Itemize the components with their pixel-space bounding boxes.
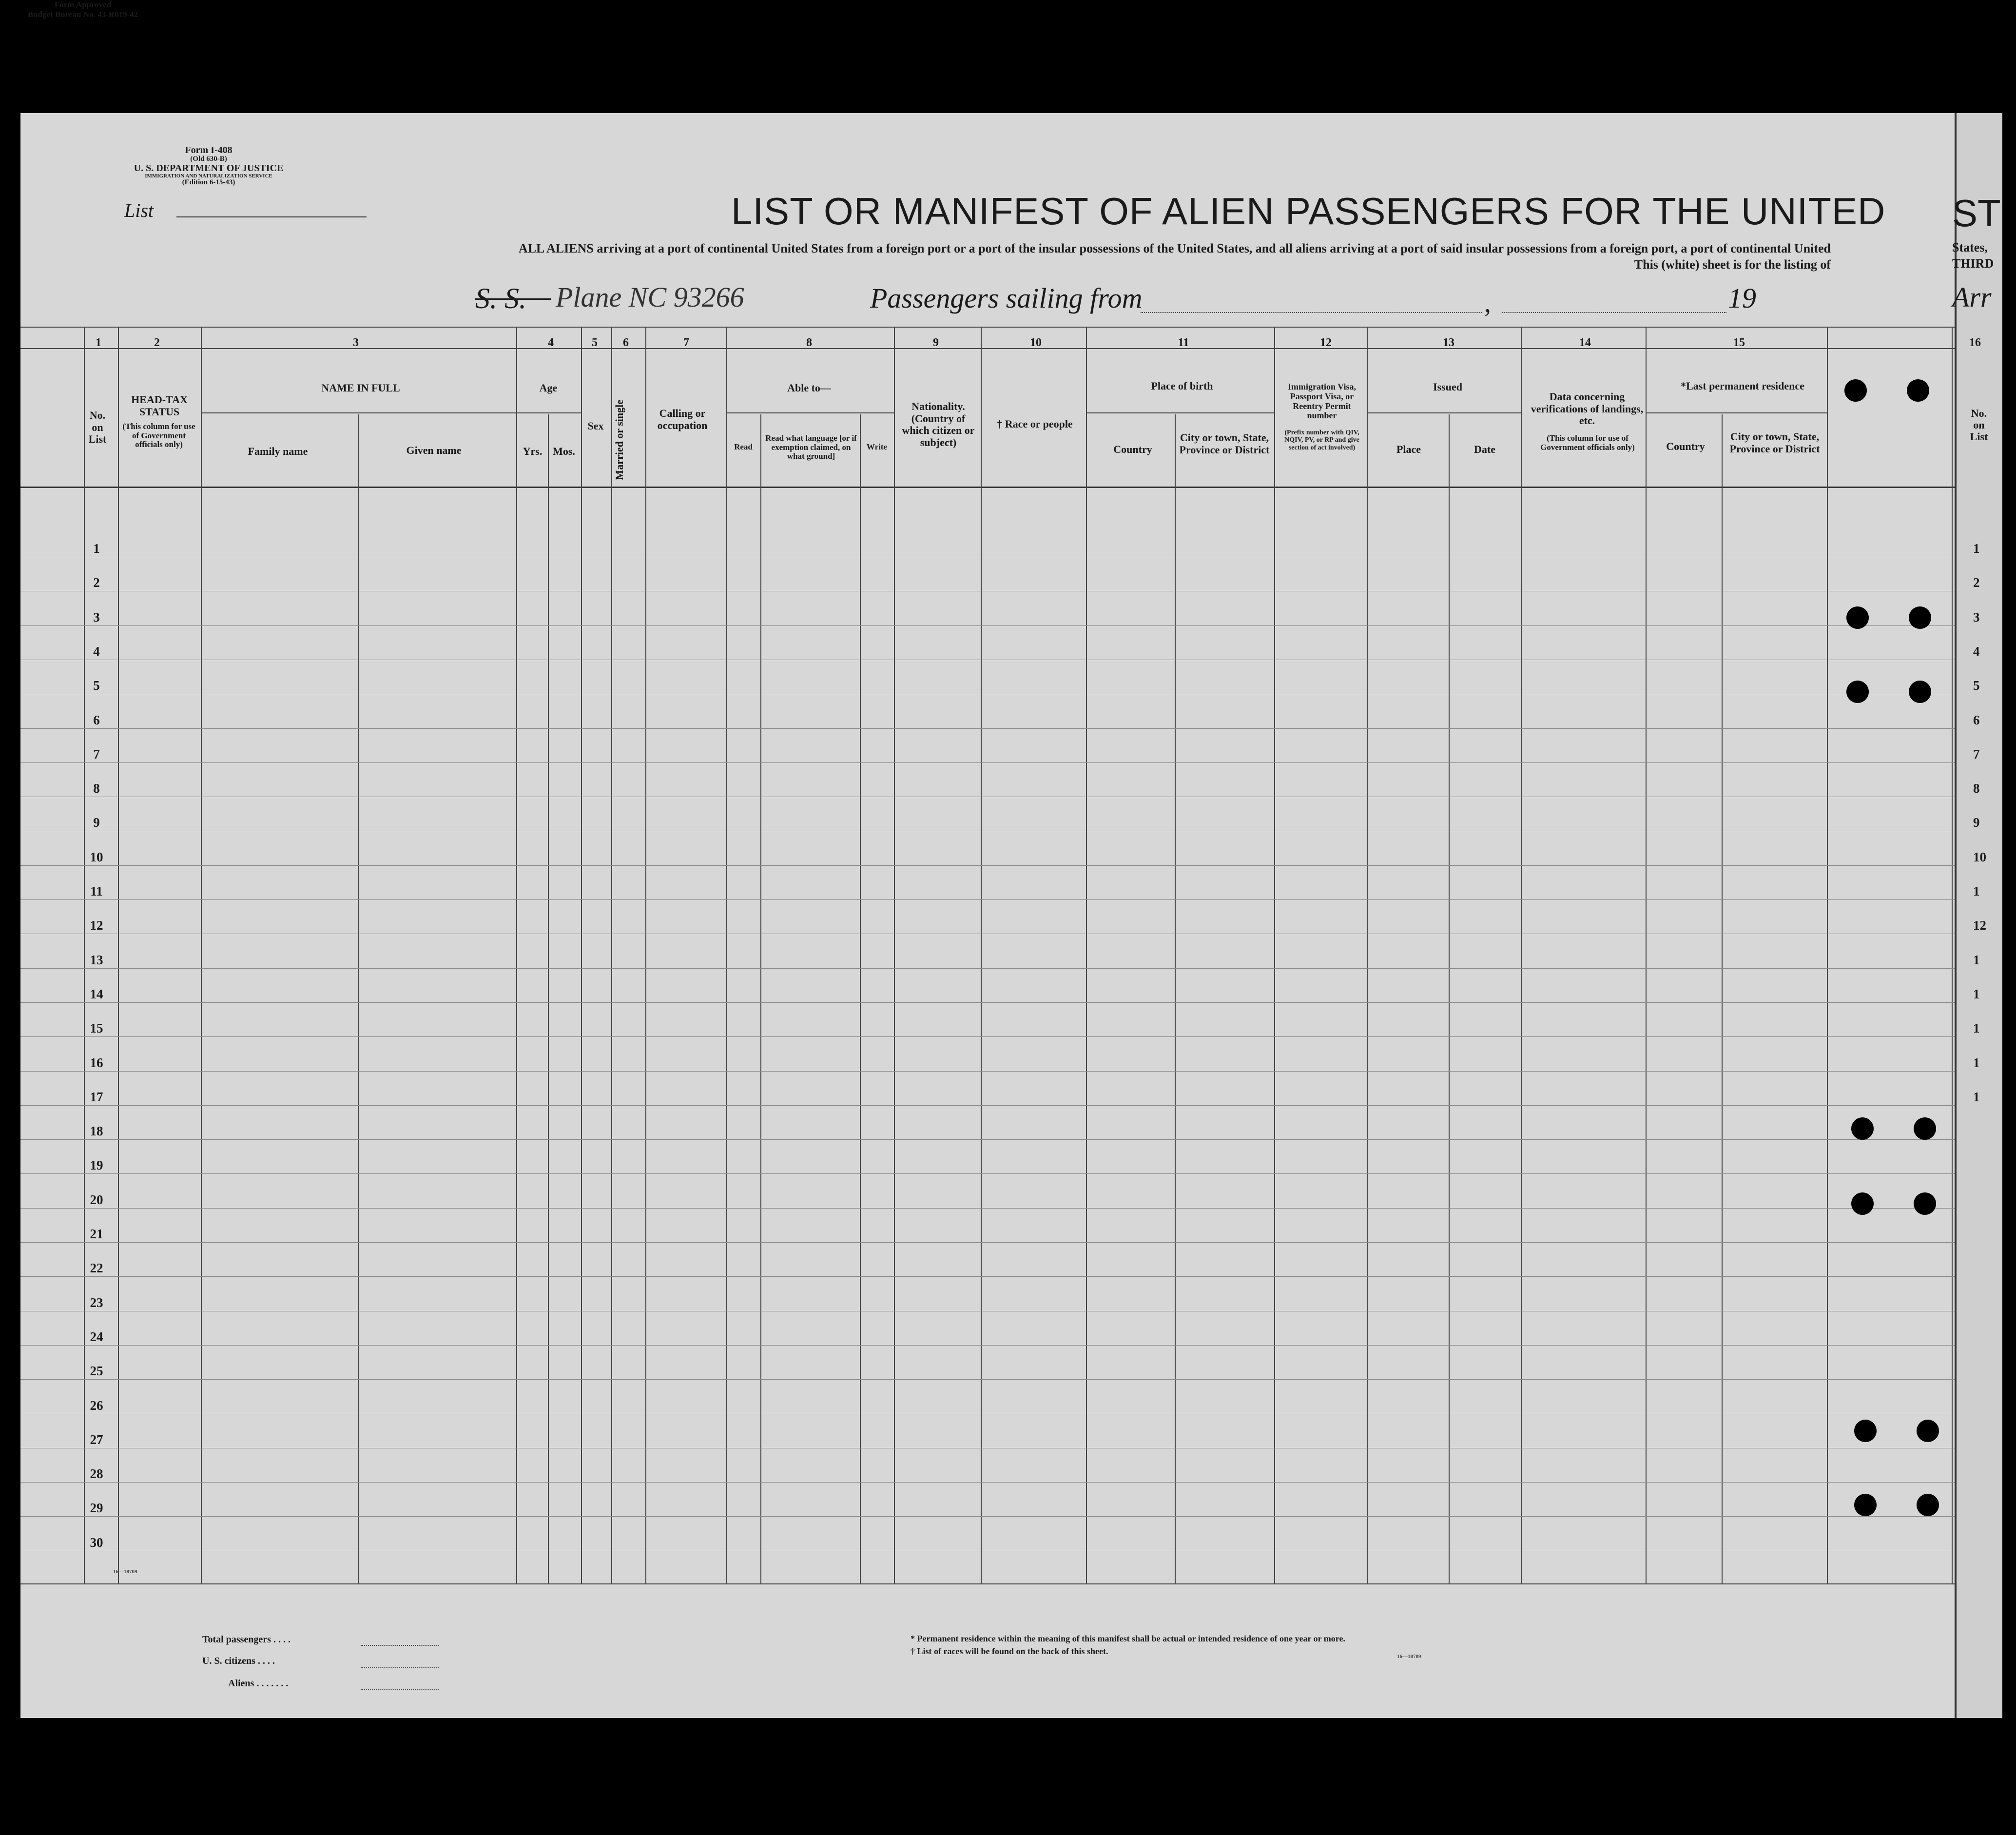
row-number: 21 xyxy=(90,1227,103,1241)
col-family-name: Family name xyxy=(248,445,308,457)
grid-v2 xyxy=(118,327,119,1584)
right-row-number: 2 xyxy=(1973,575,1980,590)
row-line xyxy=(20,1276,1955,1277)
row-number: 20 xyxy=(90,1192,103,1207)
row-number: 23 xyxy=(90,1295,103,1310)
colnum-8: 8 xyxy=(806,336,812,349)
form-code-left: 16—18709 xyxy=(113,1569,137,1575)
footnote-permanent-residence: * Permanent residence within the meaning of this manifest shall be actual or intended residence of one year or more. xyxy=(911,1634,1345,1643)
punch-hole xyxy=(1846,606,1869,629)
aliens-line xyxy=(361,1689,439,1690)
col-race: † Race or people xyxy=(997,418,1073,430)
row-number: 17 xyxy=(90,1090,103,1104)
right-row-number: 1 xyxy=(1973,1090,1980,1104)
colnum-7: 7 xyxy=(683,336,689,349)
colnum-15: 15 xyxy=(1733,336,1745,349)
row-line xyxy=(20,728,1955,729)
date-line xyxy=(1502,312,1726,313)
right-title-fragment: ST xyxy=(1952,192,2001,234)
row-line xyxy=(20,1379,1955,1380)
row-number: 8 xyxy=(93,781,100,796)
right-row-number: 8 xyxy=(1973,781,1980,796)
manifest-title: LIST OR MANIFEST OF ALIEN PASSENGERS FOR THE UNITED xyxy=(731,190,1886,233)
grid-v8 xyxy=(726,327,727,1584)
col-no-on-list: No. on List xyxy=(88,409,107,446)
col-mos: Mos. xyxy=(553,445,575,457)
colnum-6: 6 xyxy=(623,336,629,349)
row-number: 4 xyxy=(93,644,100,659)
col-nationality: Nationality. (Country of which citizen or subject) xyxy=(902,400,975,449)
col-age: Age xyxy=(539,382,558,394)
row-number: 6 xyxy=(93,713,100,727)
punch-hole xyxy=(1909,681,1931,703)
row-number: 24 xyxy=(90,1329,103,1344)
total-passengers-line xyxy=(361,1645,439,1646)
row-line xyxy=(20,899,1955,900)
punch-hole xyxy=(1851,1192,1874,1215)
right-row-number: 5 xyxy=(1973,678,1980,693)
colnum-10: 10 xyxy=(1030,336,1042,349)
grid-colnum-line xyxy=(20,348,1955,349)
form-identification xyxy=(131,145,287,187)
row-line xyxy=(20,1242,1955,1243)
grid-top-line xyxy=(20,327,1955,328)
passengers-sailing-label: Passengers sailing from xyxy=(870,282,1143,314)
punch-hole xyxy=(1907,379,1929,402)
punch-hole xyxy=(1844,379,1867,402)
manifest-grid xyxy=(20,327,1955,1584)
right-row-number: 1 xyxy=(1973,1021,1980,1035)
form-approved: Form Approved xyxy=(54,0,112,9)
row-line xyxy=(20,625,1955,626)
col-head-tax: HEAD-TAX STATUS xyxy=(131,393,188,418)
colnum-12: 12 xyxy=(1320,336,1332,349)
row-number: 9 xyxy=(93,815,100,830)
form-old: (Old 630-B) xyxy=(190,155,227,163)
colnum-5: 5 xyxy=(592,336,598,349)
age-sub-line xyxy=(516,412,581,413)
punch-hole xyxy=(1917,1420,1939,1442)
grid-v6 xyxy=(611,327,612,1584)
next-sheet-edge xyxy=(1955,113,2002,1718)
grid-v3b xyxy=(358,414,359,1584)
grid-v13b xyxy=(1449,414,1450,1584)
right-third: THIRD xyxy=(1952,256,1994,271)
year-prefix: 19 xyxy=(1728,282,1756,314)
ss-handwritten-entry: Plane NC 93266 xyxy=(556,281,744,313)
row-number: 14 xyxy=(90,987,103,1001)
colnum-4: 4 xyxy=(548,336,554,349)
punch-hole xyxy=(1917,1494,1939,1516)
row-number: 29 xyxy=(90,1501,103,1515)
grid-v5 xyxy=(581,327,582,1584)
grid-v4 xyxy=(516,327,517,1584)
col-read: Read xyxy=(734,442,753,451)
department: U. S. DEPARTMENT OF JUSTICE xyxy=(134,162,284,174)
punch-hole xyxy=(1846,681,1869,703)
us-citizens-line xyxy=(361,1667,439,1668)
right-no-on-list: No. on List xyxy=(1970,407,1988,443)
right-row-number: 10 xyxy=(1973,850,1986,864)
row-number: 11 xyxy=(90,884,103,898)
right-row-number: 4 xyxy=(1973,644,1980,659)
row-line xyxy=(20,1482,1955,1483)
sailing-from-line xyxy=(1141,312,1482,313)
right-row-number: 12 xyxy=(1973,918,1986,933)
row-line xyxy=(20,1071,1955,1072)
total-passengers-label: Total passengers . . . . xyxy=(202,1634,291,1645)
grid-v12 xyxy=(1274,327,1275,1584)
row-number: 28 xyxy=(90,1466,103,1481)
colnum-9: 9 xyxy=(933,336,939,349)
right-row-number: 1 xyxy=(1973,541,1980,556)
row-number: 27 xyxy=(90,1432,103,1447)
service: IMMIGRATION AND NATURALIZATION SERVICE xyxy=(145,173,272,179)
right-arr-fragment: Arr xyxy=(1952,281,1992,313)
edition: (Edition 6-15-43) xyxy=(182,178,235,187)
col-married: Married or single xyxy=(613,400,625,480)
row-number: 10 xyxy=(90,850,103,864)
grid-v4b xyxy=(548,414,549,1584)
right-row-number: 1 xyxy=(1973,953,1980,967)
row-line xyxy=(20,1208,1955,1209)
ss-prefix: S. S. xyxy=(475,282,526,314)
grid-v14 xyxy=(1521,327,1522,1584)
col-given-name: Given name xyxy=(406,444,462,456)
grid-header-bottom xyxy=(20,487,1955,488)
row-number: 22 xyxy=(90,1261,103,1275)
col-read-language: Read what language [or if exemption claimed, on what ground] xyxy=(765,433,857,461)
colnum-1: 1 xyxy=(96,336,101,349)
colnum-14: 14 xyxy=(1579,336,1591,349)
right-row-number: 9 xyxy=(1973,815,1980,830)
col-head-tax-note: (This column for use of Government officials only) xyxy=(122,422,195,449)
row-number: 30 xyxy=(90,1535,103,1550)
grid-v8b xyxy=(760,414,761,1584)
row-number: 12 xyxy=(90,918,103,933)
footnote-races: † List of races will be found on the back of this sheet. xyxy=(911,1646,1108,1656)
col-last-residence: *Last permanent residence xyxy=(1681,380,1804,392)
row-line xyxy=(20,1173,1955,1174)
right-row-number: 6 xyxy=(1973,713,1980,727)
col-res-country: Country xyxy=(1666,440,1705,452)
subtitle-line-1: ALL ALIENS arriving at a port of continental United States from a foreign port or a port of the insular possessions of the United States, and all aliens arriving at a port of said insular possessions from a foreign port, a port of continental United xyxy=(518,241,1831,255)
comma-separator: , xyxy=(1484,288,1491,318)
right-col-16: 16 xyxy=(1969,336,1981,349)
right-states: States, xyxy=(1952,240,1988,254)
row-number: 2 xyxy=(93,575,100,590)
grid-bottom-line xyxy=(20,1583,1955,1584)
punch-hole xyxy=(1851,1117,1874,1140)
col-issued: Issued xyxy=(1433,381,1462,393)
list-label: List xyxy=(124,199,154,221)
col-landings-note: (This column for use of Government officials only) xyxy=(1540,433,1635,452)
birth-sub-line xyxy=(1086,412,1274,413)
grid-v9 xyxy=(894,327,895,1584)
grid-v11 xyxy=(1086,327,1087,1584)
punch-hole xyxy=(1854,1494,1877,1516)
row-number: 7 xyxy=(93,747,100,761)
row-line xyxy=(20,1036,1955,1037)
row-number: 26 xyxy=(90,1398,103,1413)
row-line xyxy=(20,1516,1955,1517)
col-able-to: Able to— xyxy=(787,382,831,394)
name-sub-line xyxy=(201,412,516,413)
budget-bureau: Budget Bureau No. 43-R019-42 xyxy=(27,10,138,19)
punch-hole xyxy=(1854,1420,1877,1442)
colnum-11: 11 xyxy=(1178,336,1189,349)
right-subtitle-fragment xyxy=(1952,240,1994,272)
right-row-number: 1 xyxy=(1973,987,1980,1001)
row-number: 5 xyxy=(93,678,100,693)
grid-v17 xyxy=(1952,327,1953,1584)
col-write: Write xyxy=(866,442,888,451)
grid-v11b xyxy=(1175,414,1176,1584)
row-number: 15 xyxy=(90,1021,103,1035)
row-number: 13 xyxy=(90,953,103,967)
row-line xyxy=(20,1345,1955,1346)
form-code-right: 16—18709 xyxy=(1397,1654,1421,1659)
row-line xyxy=(20,865,1955,866)
row-line xyxy=(20,1105,1955,1106)
row-line xyxy=(20,968,1955,969)
able-sub-line xyxy=(726,412,894,413)
col-yrs: Yrs. xyxy=(523,445,543,457)
punch-hole xyxy=(1914,1117,1936,1140)
row-number: 3 xyxy=(93,610,100,625)
col-sex: Sex xyxy=(587,420,604,432)
right-row-number: 1 xyxy=(1973,1055,1980,1070)
us-citizens-label: U. S. citizens . . . . xyxy=(202,1656,275,1666)
punch-hole xyxy=(1914,1192,1936,1215)
col-visa: Immigration Visa, Passport Visa, or Reentry Permit number xyxy=(1287,382,1356,421)
grid-v15b xyxy=(1722,414,1723,1584)
grid-v7 xyxy=(645,327,646,1584)
grid-v13 xyxy=(1367,327,1368,1584)
col-res-city: City or town, State, Province or District xyxy=(1729,430,1820,455)
manifest-subtitle xyxy=(385,241,1831,273)
grid-v3 xyxy=(201,327,202,1584)
col-issued-date: Date xyxy=(1474,443,1495,455)
row-number: 18 xyxy=(90,1124,103,1138)
list-line xyxy=(176,216,367,217)
grid-v8c xyxy=(860,414,861,1584)
col-place-of-birth: Place of birth xyxy=(1151,380,1213,392)
ss-strikethrough xyxy=(475,298,551,300)
colnum-3: 3 xyxy=(353,336,359,349)
residence-sub-line xyxy=(1646,412,1827,413)
col-issued-place: Place xyxy=(1396,443,1421,455)
budget-approval xyxy=(0,0,166,20)
row-line xyxy=(20,762,1955,763)
col-birth-country: Country xyxy=(1113,443,1152,455)
row-number: 19 xyxy=(90,1158,103,1172)
col-name-in-full: NAME IN FULL xyxy=(321,382,400,394)
grid-v15 xyxy=(1646,327,1647,1584)
right-row-number: 1 xyxy=(1973,884,1980,898)
subtitle-line-2: This (white) sheet is for the listing of xyxy=(1634,257,1831,272)
row-line xyxy=(20,1002,1955,1003)
row-number: 1 xyxy=(93,541,100,556)
right-row-number: 3 xyxy=(1973,610,1980,625)
col-calling: Calling or occupation xyxy=(657,407,708,431)
form-number: Form I-408 xyxy=(185,145,233,156)
right-row-number: 7 xyxy=(1973,747,1980,761)
punch-hole xyxy=(1909,606,1931,629)
grid-v16 xyxy=(1827,327,1828,1584)
row-line xyxy=(20,1139,1955,1140)
col-birth-city: City or town, State, Province or District xyxy=(1179,431,1270,456)
issued-sub-line xyxy=(1367,412,1521,413)
col-visa-note: (Prefix number with QIV, NQIV, PV, or RP and give section of act involved) xyxy=(1284,429,1359,451)
col-landings: Data concerning verifications of landings, etc. xyxy=(1531,390,1644,427)
colnum-2: 2 xyxy=(154,336,160,349)
grid-v10 xyxy=(981,327,982,1584)
row-number: 25 xyxy=(90,1364,103,1378)
colnum-13: 13 xyxy=(1443,336,1454,349)
row-number: 16 xyxy=(90,1055,103,1070)
aliens-label: Aliens . . . . . . . xyxy=(228,1678,289,1689)
